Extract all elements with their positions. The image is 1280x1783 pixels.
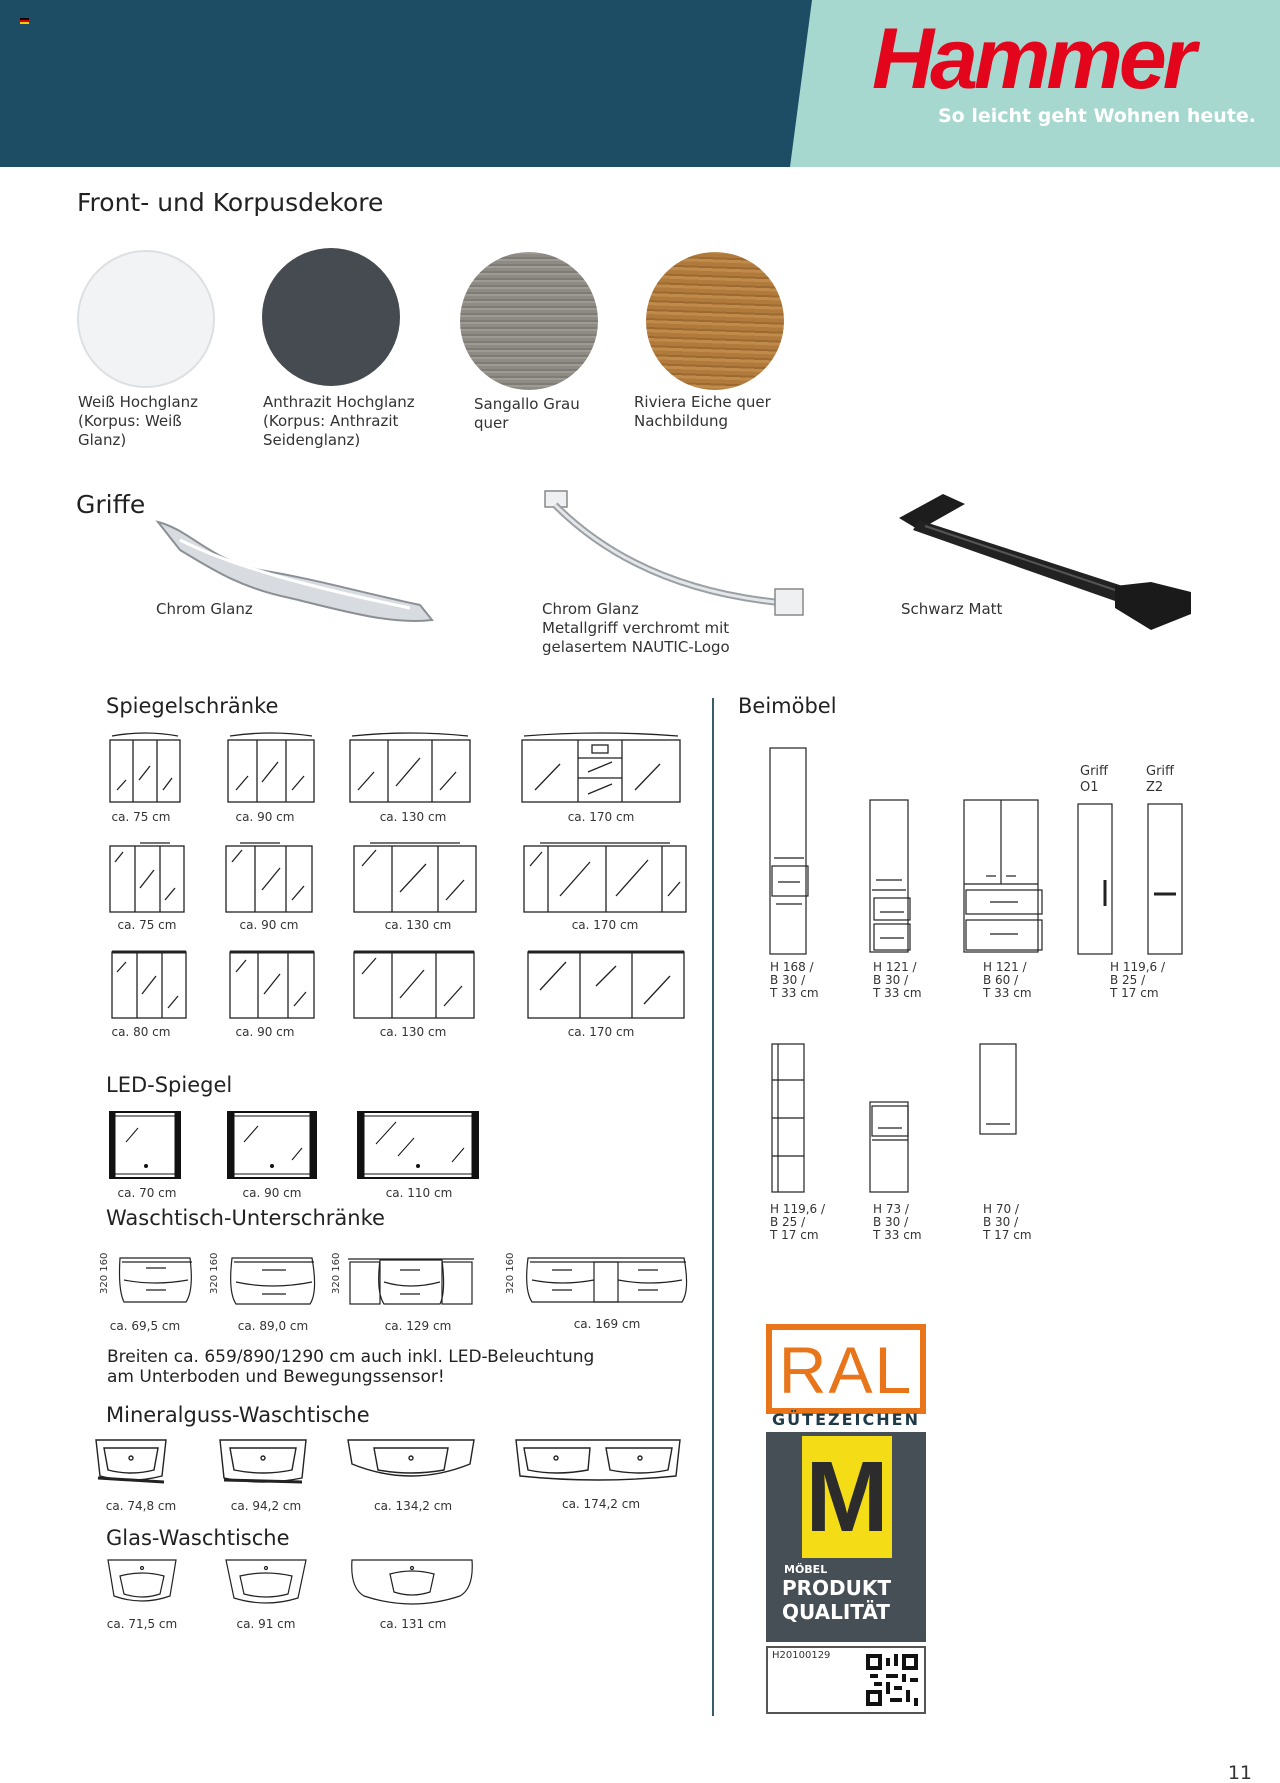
mirror-cabinet-caption: ca. 80 cm bbox=[111, 1025, 171, 1039]
mineral-basin-caption: ca. 94,2 cm bbox=[230, 1499, 302, 1513]
ral-subtitle: GÜTEZEICHEN bbox=[772, 1410, 920, 1429]
mirror-cabinet-caption: ca. 130 cm bbox=[379, 810, 447, 824]
mineral-basin-caption: ca. 74,8 cm bbox=[105, 1499, 177, 1513]
page-number: 11 bbox=[1227, 1762, 1252, 1783]
vanity-side-label: 320 160 bbox=[99, 1252, 110, 1294]
mineral-basin-drawing bbox=[516, 1440, 680, 1480]
seal-big-text: PRODUKT QUALITÄT bbox=[782, 1576, 892, 1624]
mineral-basins-title: Mineralguss-Waschtische bbox=[106, 1403, 370, 1427]
mirror-cabinet-drawing bbox=[226, 843, 312, 912]
glass-basin-caption: ca. 91 cm bbox=[236, 1617, 296, 1631]
vanity-note: Breiten ca. 659/890/1290 cm auch inkl. LED-Beleuchtung am Unterboden und Bewegungssensor! bbox=[107, 1347, 595, 1387]
vanity-unit-drawing bbox=[527, 1258, 687, 1302]
mirror-cabinet-drawing bbox=[528, 952, 684, 1018]
mirror-cabinet-drawing bbox=[228, 733, 314, 802]
mirror-cabinets-title: Spiegelschränke bbox=[106, 694, 279, 718]
column-divider bbox=[712, 698, 714, 1716]
mirror-cabinet-caption: ca. 90 cm bbox=[239, 918, 299, 932]
decor-label: Anthrazit Hochglanz (Korpus: Anthrazit Seidenglanz) bbox=[263, 393, 415, 449]
mirror-cabinet-caption: ca. 90 cm bbox=[235, 1025, 295, 1039]
led-mirror-drawing bbox=[228, 1112, 316, 1178]
vanity-caption: ca. 129 cm bbox=[384, 1319, 452, 1333]
furniture-dimensions: H 121 / B 60 / T 33 cm bbox=[983, 960, 1032, 1000]
furniture-dimensions: H 73 / B 30 / T 33 cm bbox=[873, 1202, 922, 1242]
low-cabinet-drawing bbox=[870, 1102, 908, 1192]
mirror-cabinet-drawing bbox=[354, 843, 476, 912]
wall-cabinet-drawing bbox=[980, 1044, 1016, 1134]
mirror-cabinet-caption: ca. 75 cm bbox=[111, 810, 171, 824]
mineral-basin-drawing bbox=[96, 1440, 166, 1482]
mirror-cabinet-caption: ca. 170 cm bbox=[567, 810, 635, 824]
vanity-side-label: 320 160 bbox=[209, 1252, 220, 1294]
mirror-cabinet-caption: ca. 130 cm bbox=[384, 918, 452, 932]
ral-logo bbox=[766, 1324, 926, 1414]
vanity-caption: ca. 169 cm bbox=[573, 1317, 641, 1331]
mirror-cabinet-drawing bbox=[110, 733, 180, 802]
qr-code-icon[interactable] bbox=[866, 1654, 918, 1706]
decor-label: Riviera Eiche quer Nachbildung bbox=[634, 393, 771, 430]
led-mirror-caption: ca. 90 cm bbox=[242, 1186, 302, 1200]
furniture-dimensions: H 168 / B 30 / T 33 cm bbox=[770, 960, 819, 1000]
mirror-cabinet-caption: ca. 90 cm bbox=[235, 810, 295, 824]
mirror-cabinet-caption: ca. 75 cm bbox=[117, 918, 177, 932]
certificate-code-box bbox=[766, 1646, 926, 1714]
led-mirror-caption: ca. 110 cm bbox=[385, 1186, 453, 1200]
vanity-units-title: Waschtisch-Unterschränke bbox=[106, 1206, 385, 1230]
mineral-basin-caption: ca. 134,2 cm bbox=[373, 1499, 453, 1513]
led-mirror-drawing bbox=[358, 1112, 478, 1178]
glass-basin-drawing bbox=[108, 1560, 176, 1601]
handle-label: Schwarz Matt bbox=[901, 600, 1003, 618]
mirror-cabinet-caption: ca. 170 cm bbox=[571, 918, 639, 932]
handle-label: Chrom Glanz Metallgriff verchromt mit gelasertem NAUTIC-Logo bbox=[542, 600, 730, 656]
griff-o1-label: Griff O1 bbox=[1080, 764, 1108, 795]
open-shelf-drawing bbox=[772, 1044, 804, 1192]
decor-label: Sangallo Grau quer bbox=[474, 395, 580, 432]
furniture-dimensions: H 121 / B 30 / T 33 cm bbox=[873, 960, 922, 1000]
mirror-cabinet-caption: ca. 130 cm bbox=[379, 1025, 447, 1039]
vanity-unit-drawing bbox=[348, 1259, 474, 1304]
mirror-cabinet-drawing bbox=[524, 843, 686, 912]
mineral-basin-drawing bbox=[348, 1440, 474, 1476]
mirror-cabinet-drawing bbox=[522, 733, 680, 802]
griff-z2-label: Griff Z2 bbox=[1146, 764, 1174, 795]
vanity-side-label: 320 160 bbox=[331, 1252, 342, 1294]
brand-tagline: So leicht geht Wohnen heute. bbox=[938, 105, 1256, 127]
ral-text: RAL bbox=[778, 1333, 914, 1407]
led-mirrors-title: LED-Spiegel bbox=[106, 1073, 233, 1097]
handles-title: Griffe bbox=[76, 490, 146, 519]
mirror-cabinet-caption: ca. 170 cm bbox=[567, 1025, 635, 1039]
vanity-caption: ca. 89,0 cm bbox=[237, 1319, 309, 1333]
moebel-quality-seal bbox=[766, 1432, 926, 1642]
led-mirror-drawing bbox=[110, 1112, 180, 1178]
glass-basin-drawing bbox=[226, 1560, 306, 1603]
mineral-basin-drawing bbox=[220, 1440, 306, 1482]
mirror-cabinet-drawing bbox=[354, 952, 474, 1018]
mirror-cabinet-drawing bbox=[112, 952, 186, 1018]
seal-small-text: MÖBEL bbox=[784, 1563, 828, 1576]
glass-basin-drawing bbox=[352, 1560, 473, 1604]
mirror-cabinet-drawing bbox=[110, 843, 184, 912]
handle-label: Chrom Glanz bbox=[156, 600, 253, 618]
glass-basin-caption: ca. 131 cm bbox=[379, 1617, 447, 1631]
glass-basins-title: Glas-Waschtische bbox=[106, 1526, 290, 1550]
narrow-cabinet-o1-drawing bbox=[1078, 804, 1112, 954]
vanity-caption: ca. 69,5 cm bbox=[109, 1319, 181, 1333]
narrow-cabinet-z2-drawing bbox=[1148, 804, 1182, 954]
decor-label: Weiß Hochglanz (Korpus: Weiß Glanz) bbox=[78, 393, 199, 449]
vanity-unit-drawing bbox=[120, 1258, 193, 1302]
certificate-code: H20100129 bbox=[772, 1650, 831, 1661]
furniture-dimensions: H 70 / B 30 / T 17 cm bbox=[983, 1202, 1032, 1242]
mirror-cabinet-drawing bbox=[350, 733, 470, 802]
tall-cabinet-drawing bbox=[770, 748, 808, 954]
led-mirror-caption: ca. 70 cm bbox=[117, 1186, 177, 1200]
decors-title: Front- und Korpusdekore bbox=[77, 188, 384, 217]
m-seal-icon: M bbox=[802, 1436, 892, 1558]
side-furniture-title: Beimöbel bbox=[738, 694, 837, 718]
medium-cabinet-drawing bbox=[870, 800, 910, 952]
mirror-cabinet-drawing bbox=[230, 952, 314, 1018]
wide-cabinet-drawing bbox=[964, 800, 1042, 952]
furniture-dimensions: H 119,6 / B 25 / T 17 cm bbox=[1110, 960, 1166, 1000]
mineral-basin-caption: ca. 174,2 cm bbox=[561, 1497, 641, 1511]
vanity-side-label: 320 160 bbox=[505, 1252, 516, 1294]
glass-basin-caption: ca. 71,5 cm bbox=[106, 1617, 178, 1631]
hammer-logo[interactable]: Hammer bbox=[872, 11, 1193, 107]
vanity-unit-drawing bbox=[231, 1258, 315, 1304]
furniture-dimensions: H 119,6 / B 25 / T 17 cm bbox=[770, 1202, 826, 1242]
